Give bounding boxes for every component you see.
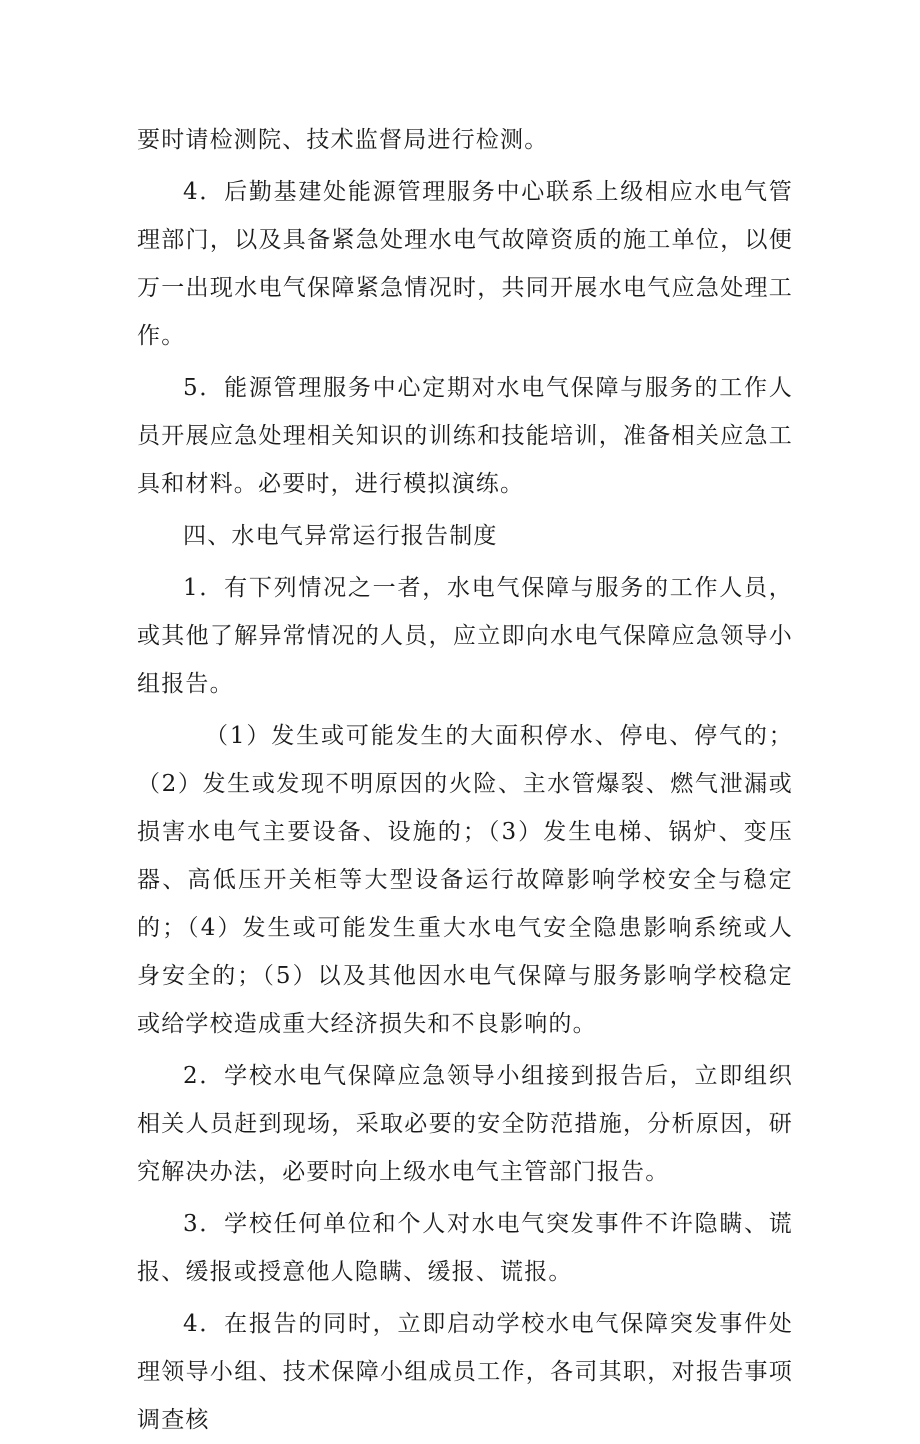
paragraph-item-1-report-conditions: 1．有下列情况之一者，水电气保障与服务的工作人员，或其他了解异常情况的人员，应立即向水电气保障应急领导小组报告。 (137, 575, 793, 697)
document-page (137, 116, 793, 1444)
paragraph-item-5-training: 5．能源管理服务中心定期对水电气保障与服务的工作人员开展应急处理相关知识的训练和技能培训，准备相关应急工具和材料。必要时，进行模拟演练。 (137, 375, 793, 497)
paragraph-item-4-energy-center: 4．后勤基建处能源管理服务中心联系上级相应水电气管理部门，以及具备紧急处理水电气故障资质的施工单位，以便万一出现水电气保障紧急情况时，共同开展水电气应急处理工作。 (137, 179, 793, 349)
paragraph-continuation: 要时请检测院、技术监督局进行检测。 (137, 127, 549, 153)
section-heading-reporting-system: 四、水电气异常运行报告制度 (183, 523, 498, 549)
paragraph-item-2-response: 2．学校水电气保障应急领导小组接到报告后，立即组织相关人员赶到现场，采取必要的安全防范措施，分析原因，研究解决办法，必要时向上级水电气主管部门报告。 (137, 1063, 793, 1185)
paragraph-item-3-no-concealment: 3．学校任何单位和个人对水电气突发事件不许隐瞒、谎报、缓报或授意他人隐瞒、缓报、谎报。 (137, 1211, 793, 1285)
paragraph-condition-list: （1）发生或可能发生的大面积停水、停电、停气的；（2）发生或发现不明原因的火险、主水管爆裂、燃气泄漏或损害水电气主要设备、设施的；（3）发生电梯、锅炉、变压器、高低压开关柜等大型设备运行故障影响学校安全与稳定的；（4）发生或可能发生重大水电气安全隐患影响系统或人身安全的；（5）以及其他因水电气保障与服务影响学校稳定或给学校造成重大经济损失和不良影响的。 (137, 723, 793, 1037)
paragraph-item-4-activation: 4．在报告的同时，立即启动学校水电气保障突发事件处理领导小组、技术保障小组成员工作，各司其职，对报告事项调查核 (137, 1311, 793, 1433)
